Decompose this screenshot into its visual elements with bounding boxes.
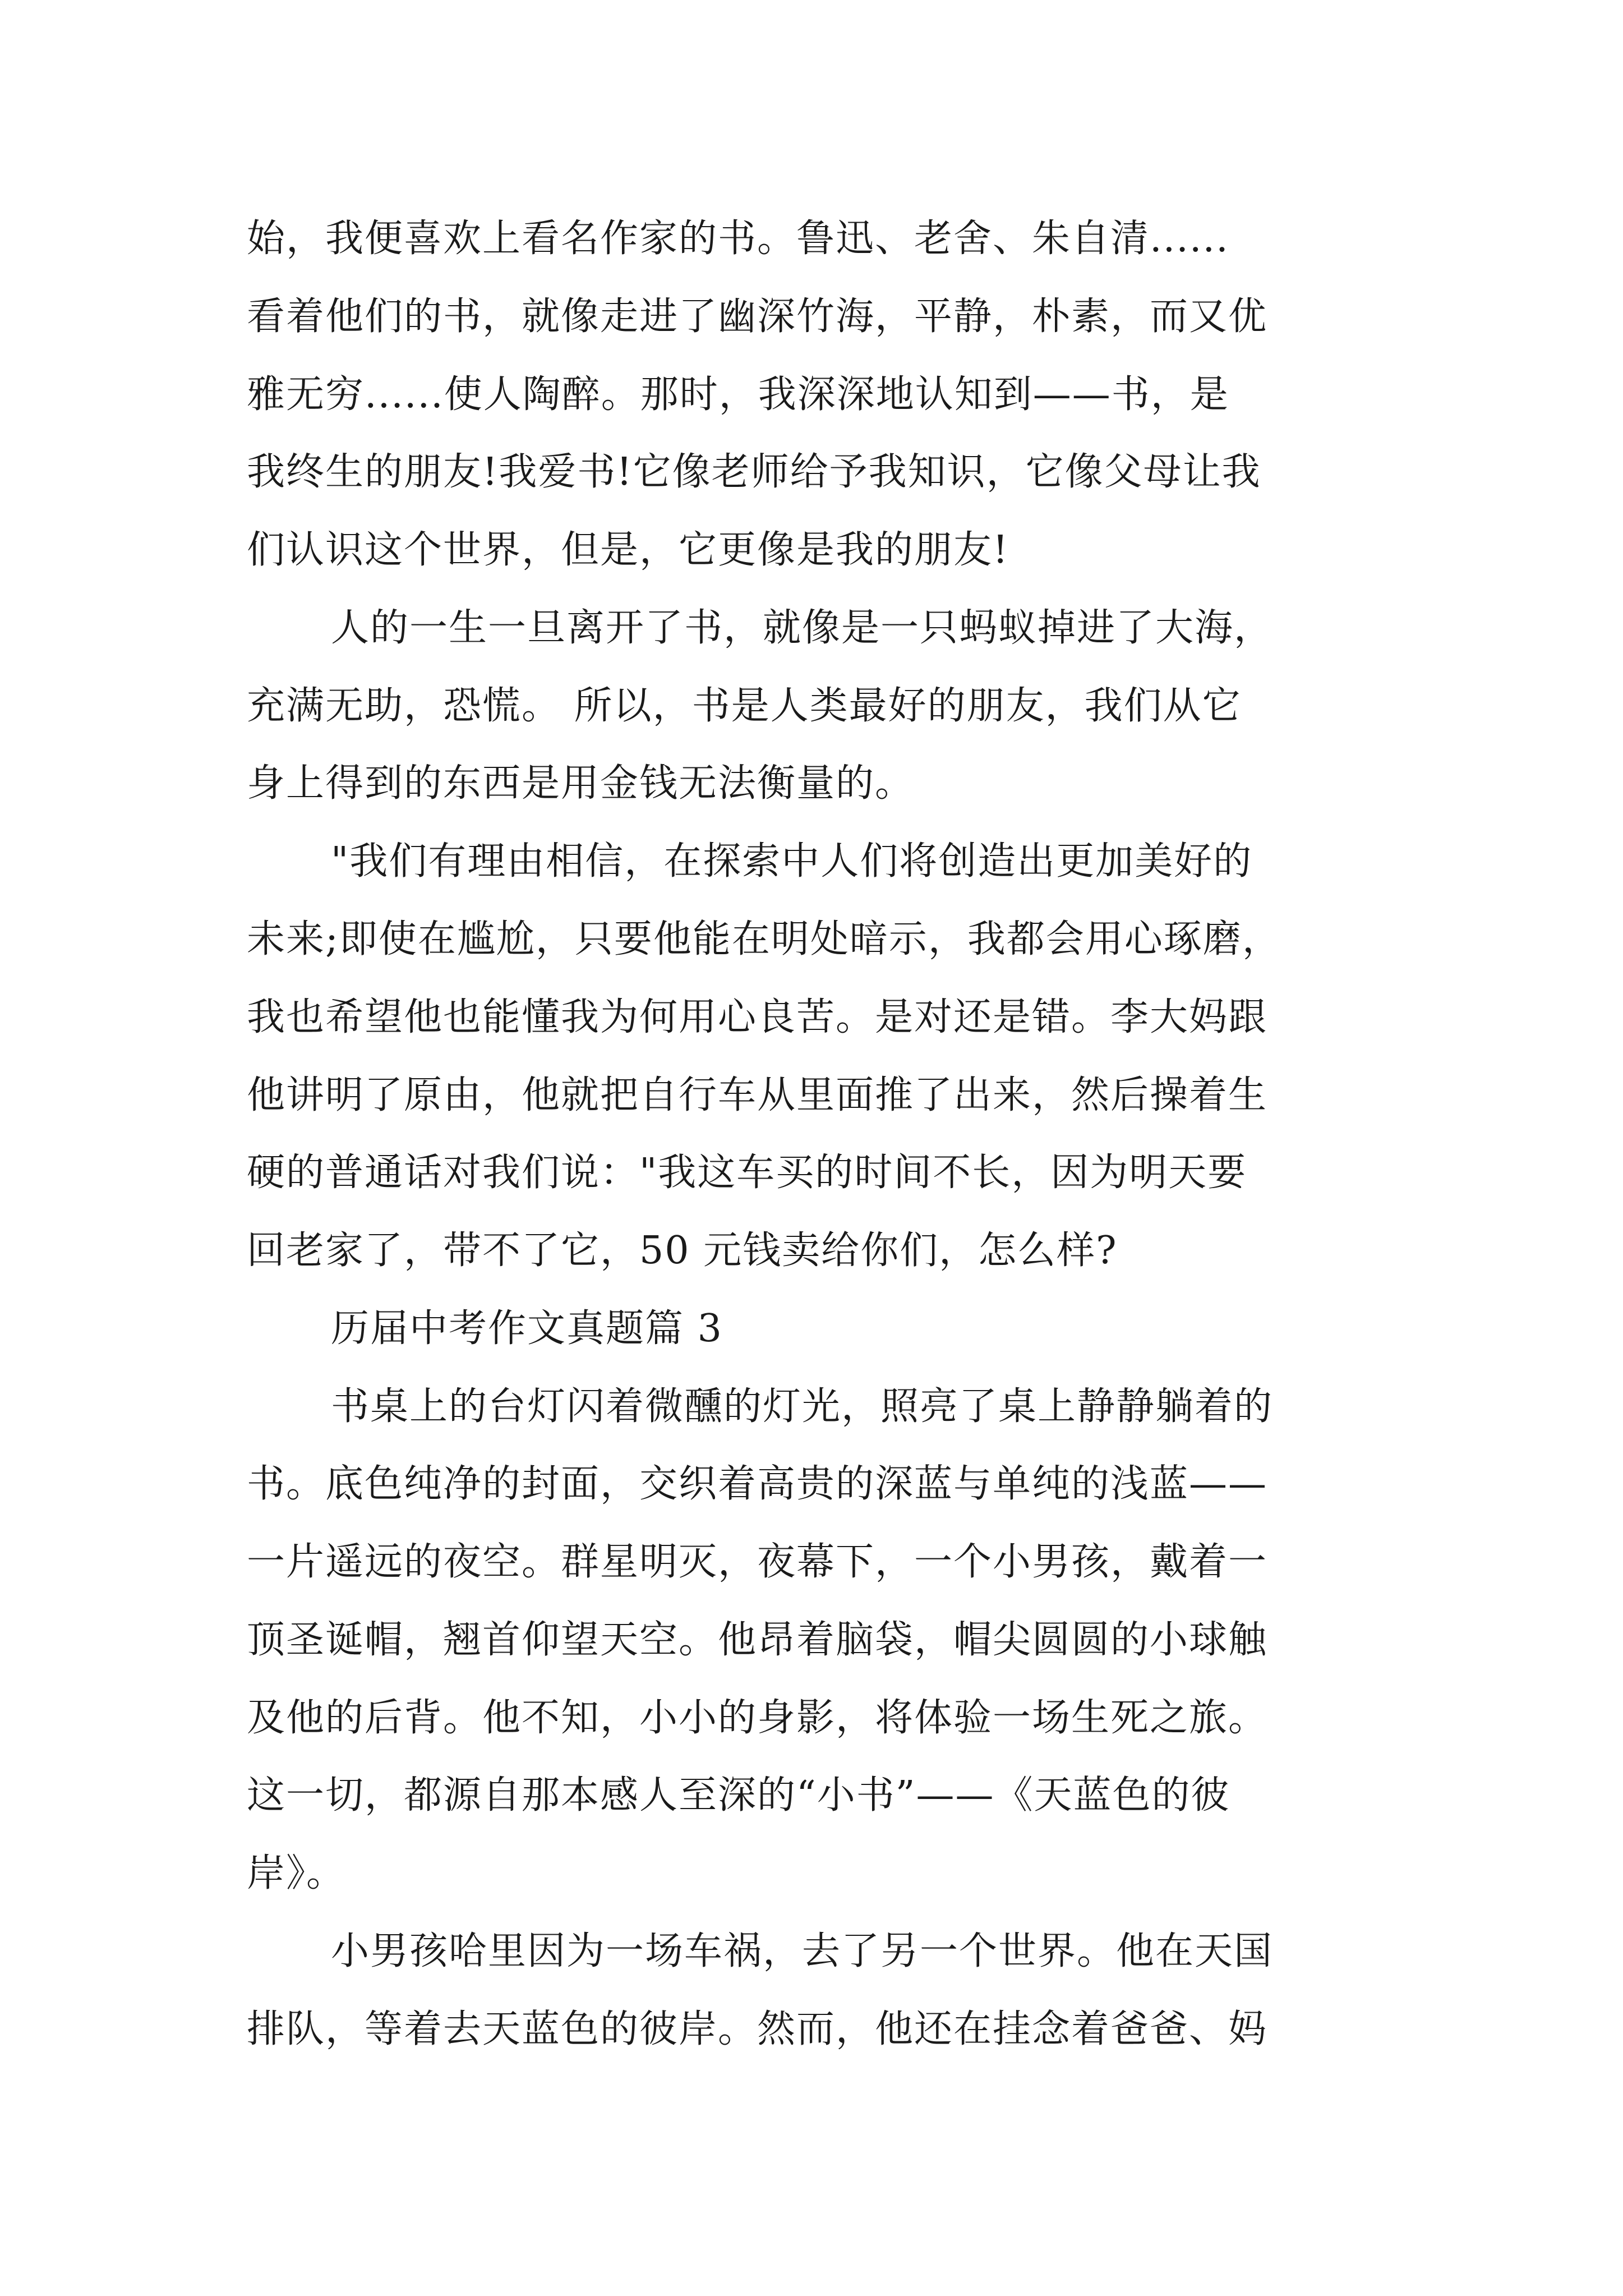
text-line: 我终生的朋友!我爱书!它像老师给予我知识，它像父母让我 (247, 450, 1261, 494)
text-line: 始，我便喜欢上看名作家的书。鲁迅、老舍、朱自清...... (247, 217, 1229, 261)
text-line: 及他的后背。他不知，小小的身影，将体验一场生死之旅。 (247, 1696, 1268, 1740)
text-line: 一片遥远的夜空。群星明灭，夜幕下，一个小男孩，戴着一 (247, 1540, 1268, 1584)
text-line: 雅无穷......使人陶醉。那时，我深深地认知到——书，是 (247, 372, 1229, 417)
text-line: 岸》。 (247, 1851, 346, 1895)
text-line: 充满无助，恐慌。 所以，书是人类最好的朋友，我们从它 (247, 684, 1242, 728)
text-line: 硬的普通话对我们说："我这车买的时间不长，因为明天要 (247, 1151, 1247, 1195)
text-line: 我也希望他也能懂我为何用心良苦。是对还是错。李大妈跟 (247, 995, 1268, 1039)
paragraph-first-line: 小男孩哈里因为一场车祸，去了另一个世界。他在天国 (331, 1929, 1274, 1973)
text-line: 顶圣诞帽，翘首仰望天空。他昂着脑袋，帽尖圆圆的小球触 (247, 1618, 1268, 1662)
text-line: 排队，等着去天蓝色的彼岸。然而，他还在挂念着爸爸、妈 (247, 2007, 1268, 2051)
text-line: 未来;即使在尴尬，只要他能在明处暗示，我都会用心琢磨， (247, 917, 1281, 961)
section-heading: 历届中考作文真题篇 3 (331, 1306, 723, 1351)
text-line: 书。底色纯净的封面，交织着高贵的深蓝与单纯的浅蓝—— (247, 1462, 1268, 1506)
paragraph-first-line: "我们有理由相信，在探索中人们将创造出更加美好的 (331, 839, 1253, 884)
text-line: 们认识这个世界，但是，它更像是我的朋友! (247, 528, 1009, 572)
text-line: 这一切，都源自那本感人至深的“小书”——《天蓝色的彼 (247, 1773, 1230, 1818)
text-line: 回老家了，带不了它，50 元钱卖给你们，怎么样? (247, 1228, 1118, 1273)
text-line: 身上得到的东西是用金钱无法衡量的。 (247, 761, 915, 806)
paragraph-first-line: 书桌上的台灯闪着微醺的灯光，照亮了桌上静静躺着的 (331, 1384, 1274, 1429)
text-line: 看着他们的书，就像走进了幽深竹海，平静，朴素，而又优 (247, 295, 1268, 339)
text-line: 他讲明了原由，他就把自行车从里面推了出来，然后操着生 (247, 1073, 1268, 1117)
paragraph-first-line: 人的一生一旦离开了书，就像是一只蚂蚁掉进了大海， (331, 606, 1274, 650)
